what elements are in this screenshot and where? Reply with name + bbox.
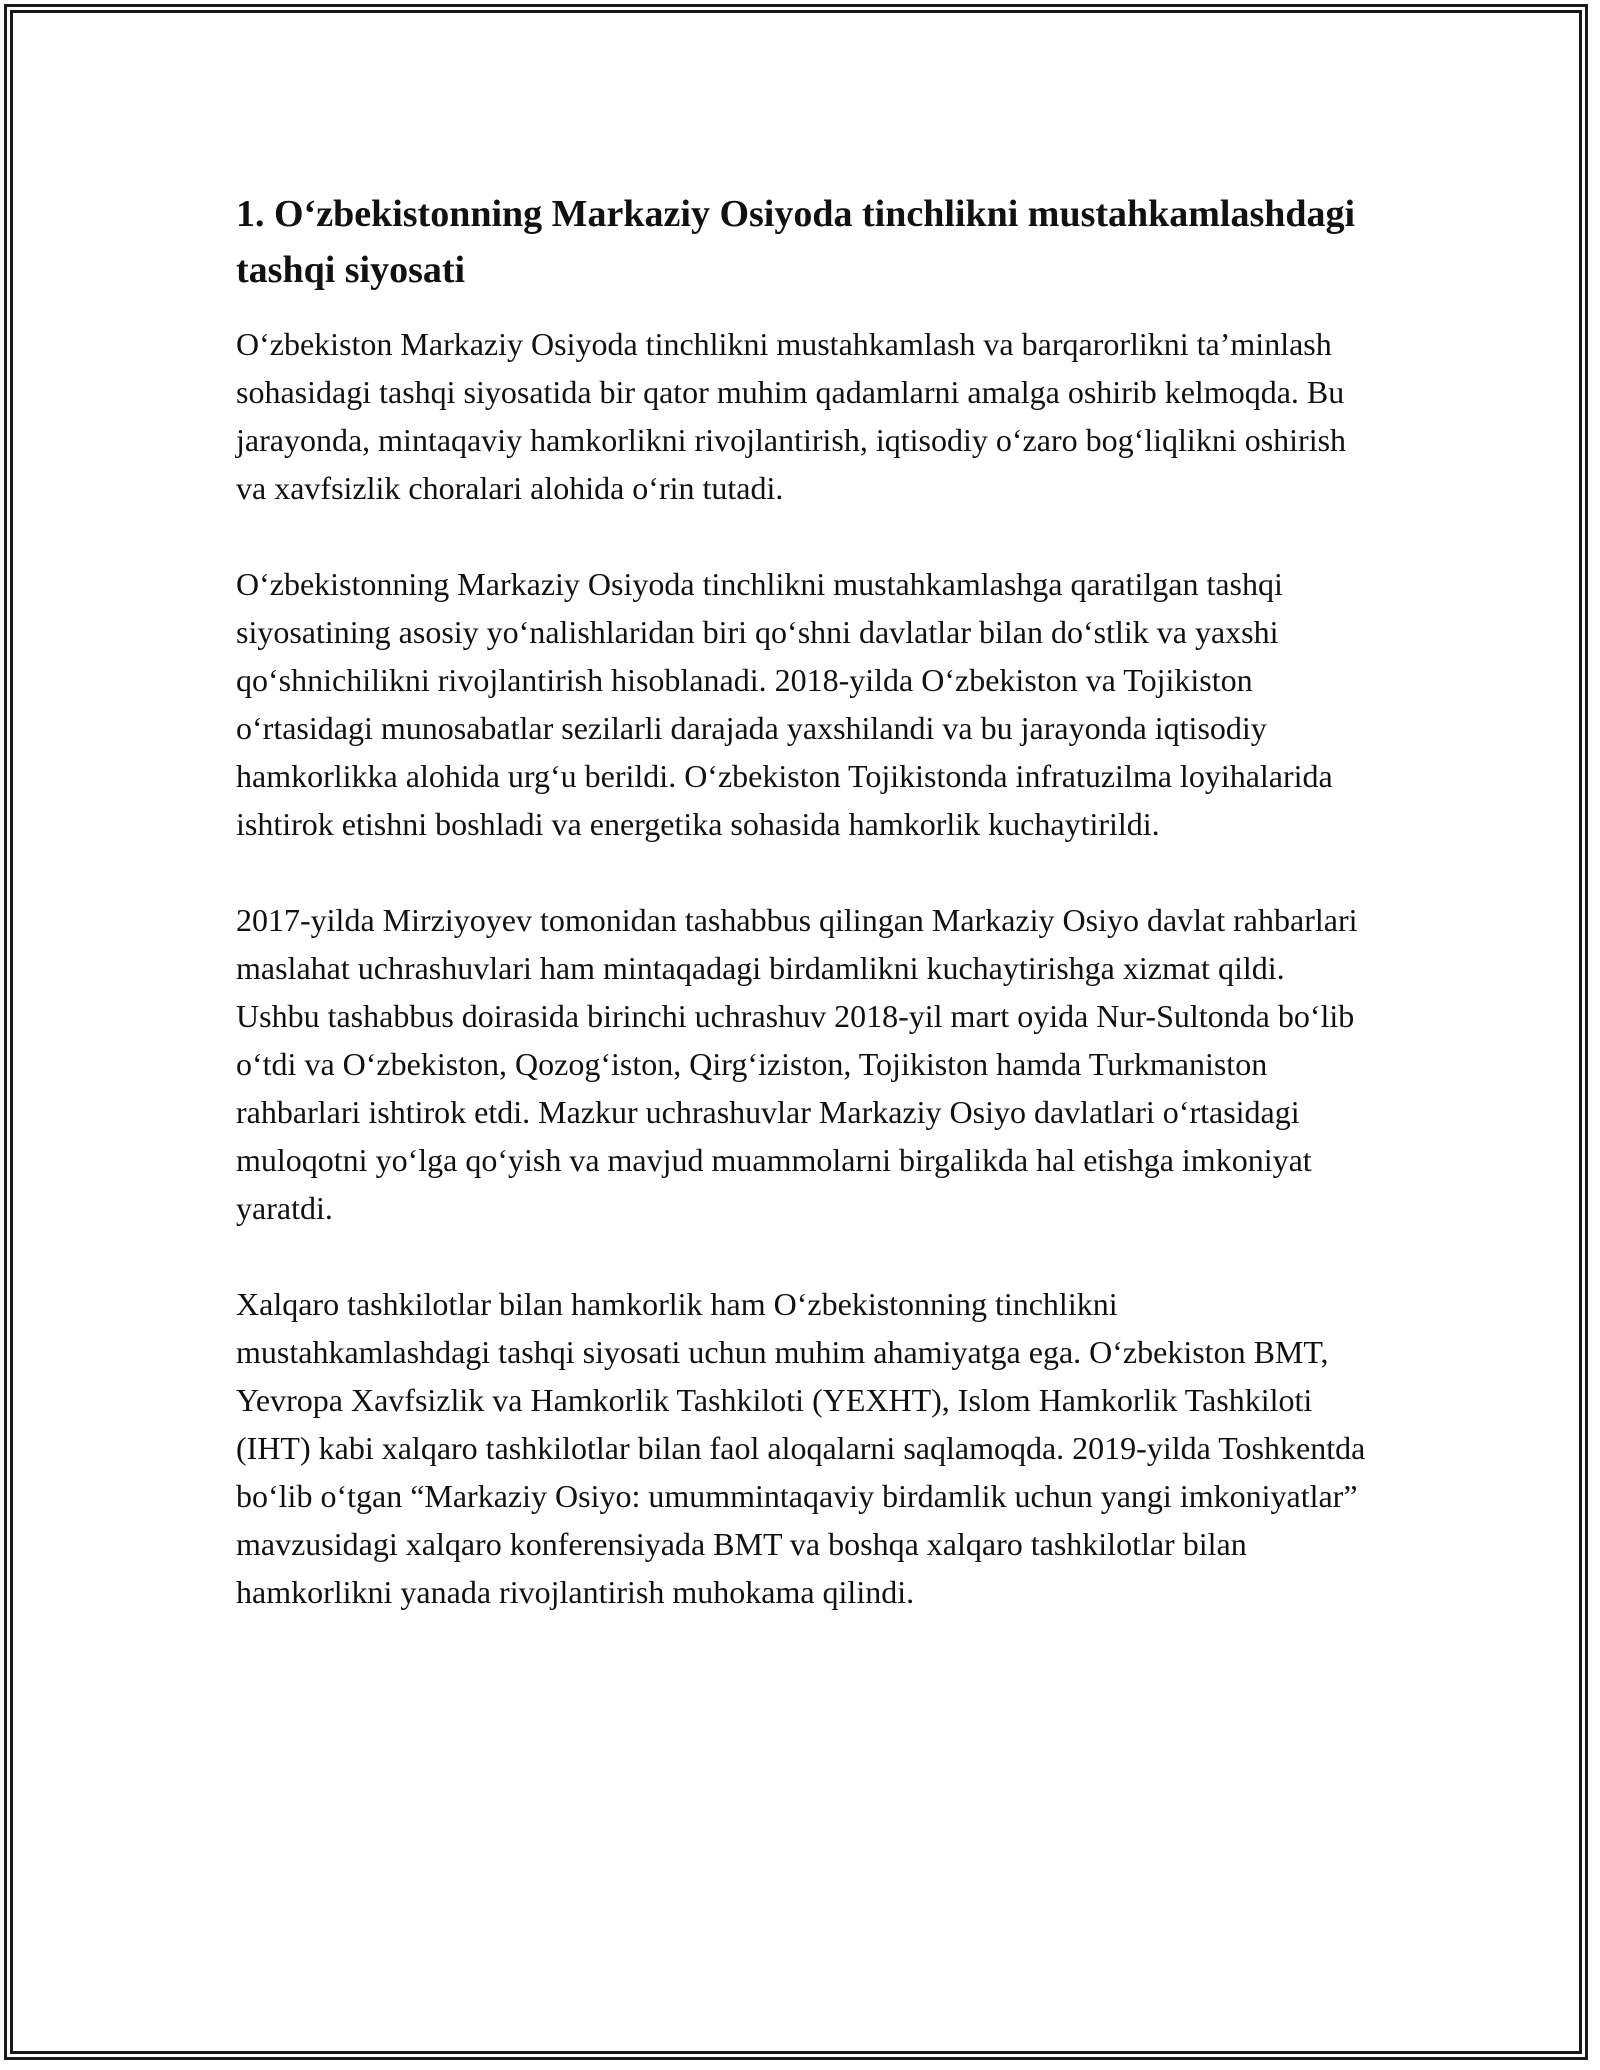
section-heading: 1. O‘zbekistonning Markaziy Osiyoda tinchlikni mustahkamlashdagi tashqi siyosati — [236, 193, 1356, 291]
paragraph-1: O‘zbekiston Markaziy Osiyoda tinchlikni mustahkamlash va barqarorlikni ta’minlash sohasidagi tashqi siyosatida bir qator muhim qadamlarni amalga oshirib kelmoqda. Bu jarayonda, mintaqaviy hamkorlikni rivojlantirish, iqtisodiy o‘zaro bog‘liqlikni oshirish va xavfsizlik choralari alohida o‘rin tutadi. — [236, 326, 1347, 506]
paragraph-2: O‘zbekistonning Markaziy Osiyoda tinchlikni mustahkamlashga qaratilgan tashqi siyosatining asosiy yo‘nalishlaridan biri qo‘shni davlatlar bilan do‘stlik va yaxshi qo‘shnichilikni rivojlantirish hisoblanadi. 2018-yilda O‘zbekiston va Tojikiston o‘rtasidagi munosabatlar sezilarli darajada yaxshilandi va bu jarayonda iqtisodiy hamkorlikka alohida urg‘u berildi. O‘zbekiston Tojikistonda infratuzilma loyihalarida ishtirok etishni boshladi va energetika sohasida hamkorlik kuchaytirildi. — [236, 566, 1333, 842]
document-body — [236, 186, 1366, 1664]
paragraph-3: 2017-yilda Mirziyoyev tomonidan tashabbus qilingan Markaziy Osiyo davlat rahbarlari maslahat uchrashuvlari ham mintaqadagi birdamlikni kuchaytirishga xizmat qildi. Ushbu tashabbus doirasida birinchi uchrashuv 2018-yil mart oyida Nur-Sultonda bo‘lib o‘tdi va O‘zbekiston, Qozog‘iston, Qirg‘iziston, Tojikiston hamda Turkmaniston rahbarlari ishtirok etdi. Mazkur uchrashuvlar Markaziy Osiyo davlatlari o‘rtasidagi muloqotni yo‘lga qo‘yish va mavjud muammolarni birgalikda hal etishga imkoniyat yaratdi. — [236, 902, 1358, 1226]
paragraph-4: Xalqaro tashkilotlar bilan hamkorlik ham O‘zbekistonning tinchlikni mustahkamlashdagi tashqi siyosati uchun muhim ahamiyatga ega. O‘zbekiston BMT, Yevropa Xavfsizlik va Hamkorlik Tashkiloti (YEXHT), Islom Hamkorlik Tashkiloti (IHT) kabi xalqaro tashkilotlar bilan faol aloqalarni saqlamoqda. 2019-yilda Toshkentda bo‘lib o‘tgan “Markaziy Osiyo: umummintaqaviy birdamlik uchun yangi imkoniyatlar” mavzusidagi xalqaro konferensiyada BMT va boshqa xalqaro tashkilotlar bilan hamkorlikni yanada rivojlantirish muhokama qilindi. — [236, 1286, 1366, 1610]
